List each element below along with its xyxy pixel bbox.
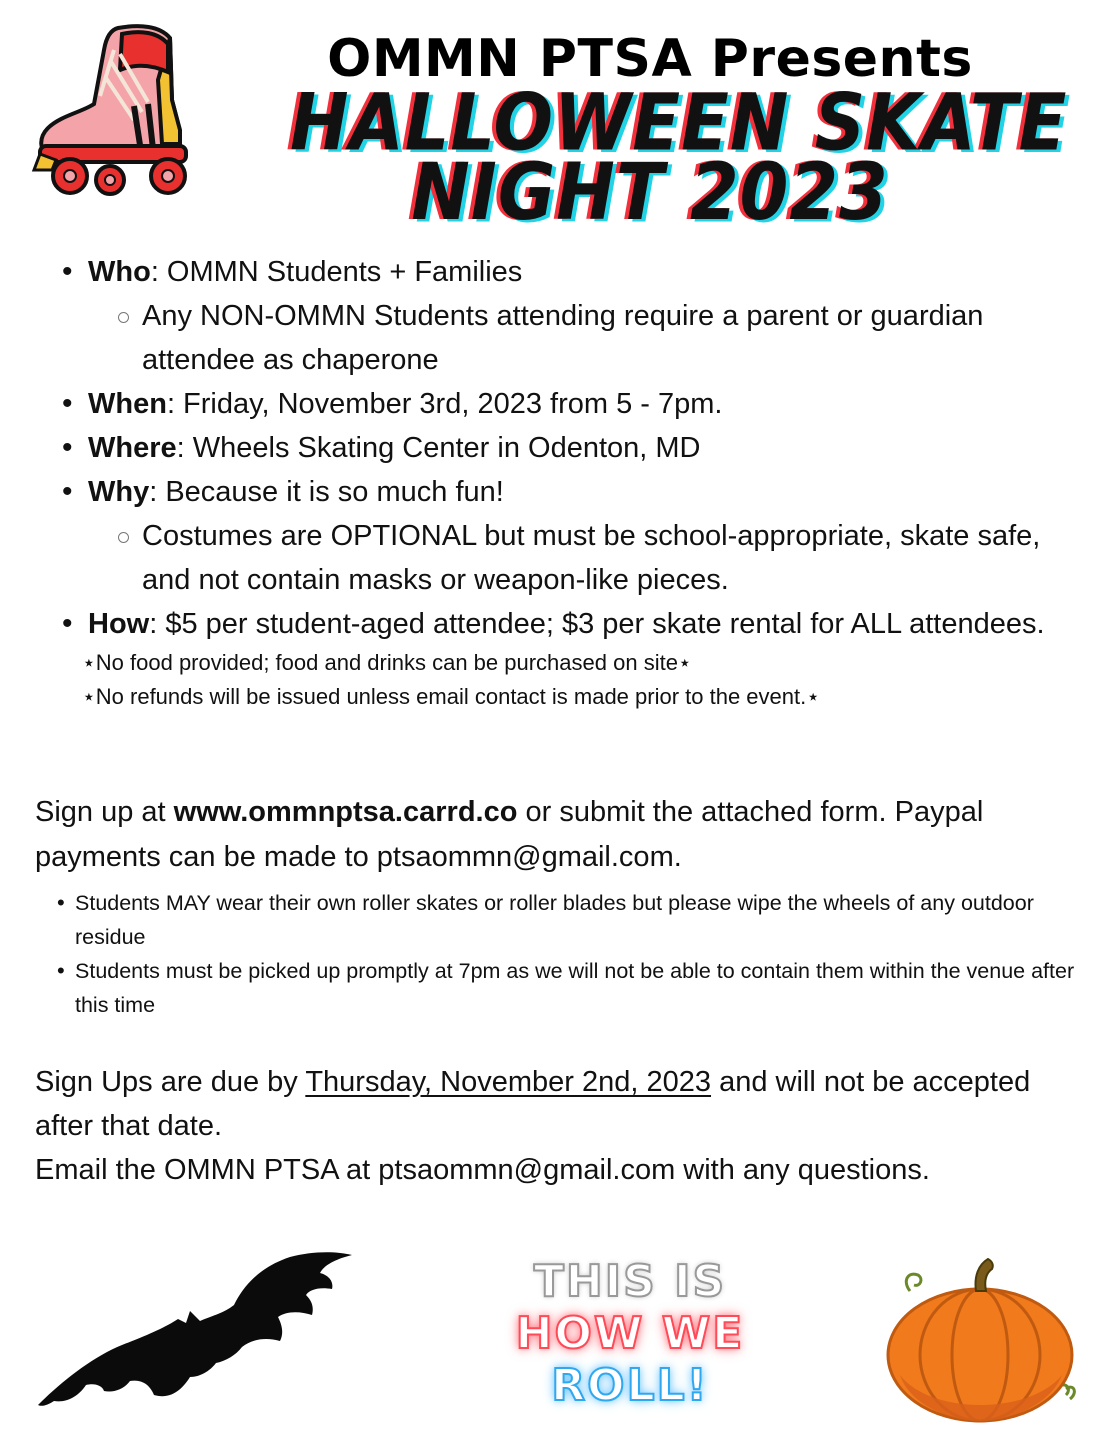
who-text: : OMMN Students + Families	[150, 256, 523, 288]
bat-icon	[30, 1245, 360, 1415]
when-label: When	[88, 388, 167, 420]
event-title-line1: HALLOWEEN SKATE	[290, 76, 1068, 169]
pumpkin-icon	[880, 1255, 1080, 1425]
how-label: How	[88, 608, 150, 640]
roller-skate-icon	[30, 20, 195, 200]
how-text: : $5 per student-aged attendee; $3 per skate rental for ALL attendees.	[149, 608, 1045, 640]
neon-line2: HOW WE	[515, 1308, 745, 1359]
where-text: : Wheels Skating Center in Odenton, MD	[176, 432, 701, 464]
deadline-date: Thursday, November 2nd, 2023	[305, 1066, 712, 1098]
contact-line: Email the OMMN PTSA at ptsaommn@gmail.com with any questions.	[35, 1154, 930, 1186]
refund-note: ⋆No refunds will be issued unless email contact is made prior to the event.⋆	[82, 684, 821, 709]
presents-heading: OMMN PTSA Presents	[327, 29, 973, 89]
rule-item: • Students MAY wear their own roller skates or roller blades but please wipe the wheels of any outdoor residue	[55, 886, 1085, 954]
who-label: Who	[88, 256, 151, 288]
signup-prefix: Sign up at	[35, 796, 174, 828]
why-subitem: Costumes are OPTIONAL but must be school-appropriate, skate safe, and not contain masks or weapon-like pieces.	[60, 514, 1080, 602]
why-text: : Because it is so much fun!	[149, 476, 504, 508]
rule-item: • Students must be picked up promptly at 7pm as we will not be able to contain them within the venue after this time	[55, 954, 1085, 1022]
who-subitem: Any NON-OMMN Students attending require a parent or guardian attendee as chaperone	[60, 294, 1080, 382]
why-item	[60, 470, 1080, 514]
deadline-prefix: Sign Ups are due by	[35, 1066, 306, 1098]
when-item	[60, 382, 1080, 426]
event-details-list	[60, 250, 1080, 714]
where-item	[60, 426, 1080, 470]
deadline-paragraph	[35, 1060, 1085, 1192]
signup-paragraph	[35, 790, 1085, 880]
neon-slogan	[495, 1256, 765, 1412]
event-title-line2: NIGHT 2023	[411, 146, 889, 239]
when-text: : Friday, November 3rd, 2023 from 5 - 7pm.	[166, 388, 723, 420]
neon-line3: ROLL!	[551, 1360, 709, 1411]
neon-line1: THIS IS	[533, 1256, 727, 1307]
food-note: ⋆No food provided; food and drinks can be purchased on site⋆	[82, 650, 692, 675]
where-label: Where	[88, 432, 177, 464]
event-title	[290, 76, 1068, 239]
who-item	[60, 250, 1080, 294]
deadline-suffix: and will not be accepted after that date.	[35, 1066, 1031, 1142]
how-item	[60, 602, 1080, 646]
signup-suffix: or submit the attached form. Paypal payments can be made to ptsaommn@gmail.com.	[35, 796, 984, 873]
rules-list	[55, 886, 1085, 1022]
signup-link[interactable]: www.ommnptsa.carrd.co	[173, 796, 518, 828]
why-label: Why	[88, 476, 150, 508]
